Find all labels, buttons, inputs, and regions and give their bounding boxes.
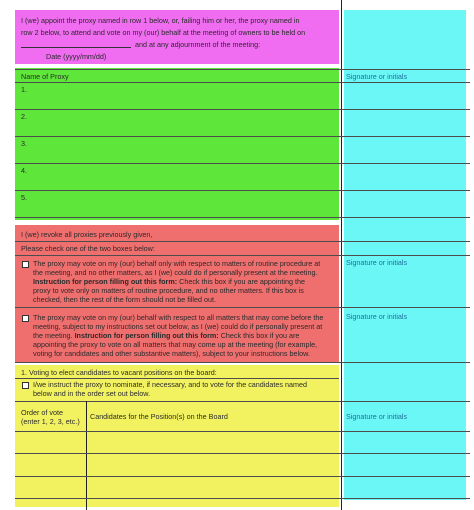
option1-line-2: the meeting, and no other matters, as I (we) could do if personally present at the meeting.	[33, 268, 318, 277]
candidates-header: Candidates for the Position(s) on the Board	[90, 412, 228, 421]
rule	[15, 82, 470, 83]
order-of-vote-header-2: (enter 1, 2, 3, etc.)	[21, 417, 80, 426]
rule	[15, 109, 470, 110]
option2-signature-label: Signature or initials	[346, 312, 408, 321]
check-one-instruction: Please check one of the two boxes below:	[21, 244, 155, 253]
option2-line-1: The proxy may vote on my (our) behalf with respect to all matters that may come before the	[33, 313, 324, 322]
rule	[15, 498, 470, 499]
option1-line-5: checked, then the rest of the form should not be filled out.	[33, 295, 216, 304]
voting-title: 1. Voting to elect candidates to vacant positions on the board:	[21, 368, 217, 377]
proxy-row-label-5: 5.	[21, 193, 27, 202]
candidate-row-3[interactable]	[15, 477, 339, 497]
routine-matters-checkbox[interactable]	[22, 261, 29, 268]
rule	[15, 190, 470, 191]
rule	[15, 136, 470, 137]
option2-line-5: voting for candidates and other substantive matters), subject to your instructions below.	[33, 349, 310, 358]
option2-instruction-text: Check this box if you are	[218, 331, 300, 340]
nominate-instruction-checkbox[interactable]	[22, 382, 29, 389]
nominate-line-2: below and in the order set out below.	[33, 389, 151, 398]
proxy-row-label-2: 2.	[21, 112, 27, 121]
all-matters-checkbox[interactable]	[22, 315, 29, 322]
proxy-name-field-5[interactable]	[30, 192, 335, 214]
date-format-label: Date (yyyy/mm/dd)	[46, 52, 107, 61]
rule	[15, 69, 470, 70]
proxy-row-label-1: 1.	[21, 85, 27, 94]
option2-line-2: meeting, subject to my instructions set out below, as I (we) could do if personally present at	[33, 322, 323, 331]
rule	[15, 163, 470, 164]
appoint-line-1: I (we) appoint the proxy named in row 1 below, or, failing him or her, the proxy named in	[21, 16, 300, 25]
option1-line-4: proxy to vote only on matters of routine procedure, and no other matters. If this box is	[33, 286, 304, 295]
candidate-row-1[interactable]	[15, 432, 339, 452]
appoint-line-3: and at any adjournment of the meeting:	[135, 40, 261, 49]
proxy-name-field-1[interactable]	[30, 84, 335, 106]
proxy-name-field-2[interactable]	[30, 111, 335, 133]
voting-signature-label: Signature or initials	[346, 412, 408, 421]
option1-instruction-label: Instruction for person filling out this form:	[33, 277, 178, 286]
rule	[15, 378, 339, 379]
option2-instruction-label: Instruction for person filling out this form:	[74, 331, 219, 340]
rule	[15, 362, 470, 363]
proxy-name-header: Name of Proxy	[21, 72, 69, 81]
rule	[15, 255, 470, 256]
proxy-name-field-3[interactable]	[30, 138, 335, 160]
rule	[15, 241, 470, 242]
proxy-signature-label: Signature or initials	[346, 72, 408, 81]
proxy-row-label-4: 4.	[21, 166, 27, 175]
nominate-line-1: I/we instruct the proxy to nominate, if necessary, and to vote for the candidates named	[33, 380, 307, 389]
option1-line-1: The proxy may vote on my (our) behalf only with respect to matters of routine procedure at	[33, 259, 321, 268]
rule	[15, 217, 470, 218]
appoint-line-2: row 2 below, to attend and vote on my (our) behalf at the meeting of owners to be held on	[21, 28, 306, 37]
proxy-row-label-3: 3.	[21, 139, 27, 148]
option1-line-3	[33, 277, 305, 286]
rule	[15, 307, 470, 308]
revoke-statement: I (we) revoke all proxies previously given,	[21, 230, 153, 239]
option2-line-3-start: the meeting.	[33, 331, 75, 340]
option1-signature-label: Signature or initials	[346, 258, 408, 267]
meeting-date-field[interactable]	[21, 47, 131, 48]
option2-line-4: appointing the proxy to vote on all matters that may come up at the meeting (for example,	[33, 340, 318, 349]
proxy-name-field-4[interactable]	[30, 165, 335, 187]
order-of-vote-header-1: Order of vote	[21, 408, 63, 417]
rule	[15, 401, 470, 402]
candidate-row-2[interactable]	[15, 454, 339, 474]
option2-line-3	[33, 331, 299, 340]
option1-instruction-text: Check this box if you are appointing the	[177, 277, 305, 286]
